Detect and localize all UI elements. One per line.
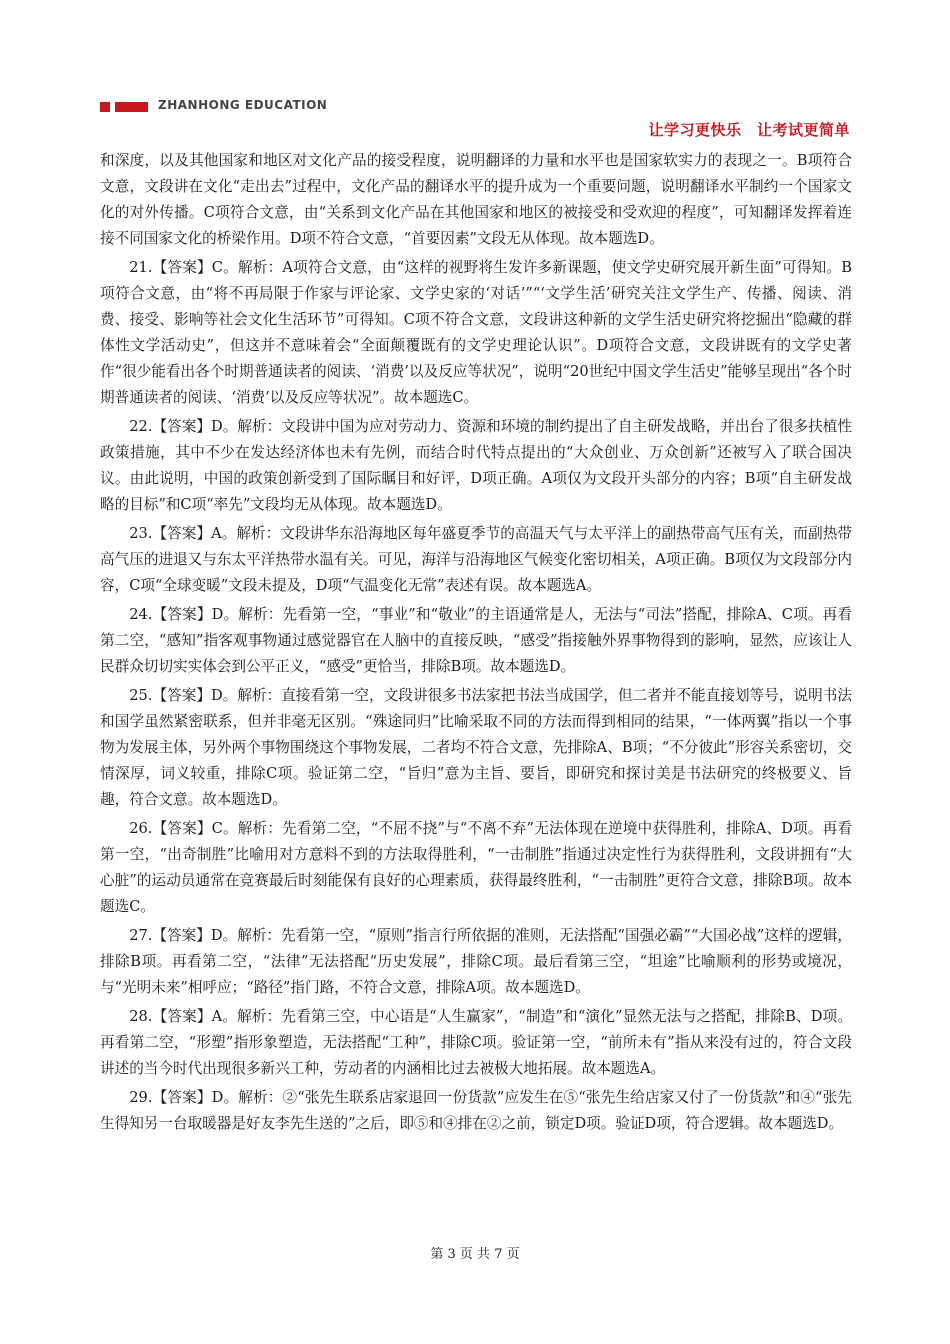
answer-28: 28.【答案】A。解析：先看第三空，中心语是“人生赢家”，“制造”和“演化”显然无法与之搭配，排除B、D项。再看第二空，“形塑”指形象塑造，无法搭配“工种”，排除C项。验证第一空，“前所未有”指从来没有过的，符合文段讲述的当今时代出现很多新兴工种，劳动者的内涵相比过去被极大地拓展。故本题选A。 bbox=[100, 1008, 852, 1077]
header-slogan: 让学习更快乐 让考试更简单 bbox=[648, 121, 850, 139]
answer-24: 24.【答案】D。解析：先看第一空，“事业”和“敬业”的主语通常是人，无法与“司法”搭配，排除A、C项。再看第二空，“感知”指客观事物通过感觉器官在人脑中的直接反映，“感受”指接触外界事物得到的影响，显然，应该让人民群众切切实实体会到公平正义，“感受”更恰当，排除B项。故本题选D。 bbox=[100, 606, 852, 675]
answer-21: 21.【答案】C。解析：A项符合文意，由“这样的视野将生发许多新课题，使文学史研究展开新生面”可得知。B项符合文意，由“将不再局限于作家与评论家、文学史家的‘对话’”“‘文学生活’研究关注文学生产、传播、阅读、消费、接受、影响等社会文化生活环节”可得知。C项不符合文意，文段讲这种新的文学生活史研究将挖掘出“隐藏的群体性文学活动史”，但这并不意味着会“全面颠覆既有的文学史理论认识”。D项符合文意，文段讲既有的文学史著作“很少能看出各个时期普通读者的阅读、‘消费’以及反应等状况”，说明“20世纪中国文学生活史”能够呈现出“各个时期普通读者的阅读、‘消费’以及反应等状况”。故本题选C。 bbox=[100, 259, 852, 406]
answer-explanations bbox=[100, 148, 852, 1140]
logo-text: ZHANHONG EDUCATION bbox=[158, 98, 328, 112]
logo-mark-slit bbox=[110, 102, 115, 112]
logo-mark bbox=[100, 102, 148, 112]
answer-25: 25.【答案】D。解析：直接看第一空，文段讲很多书法家把书法当成国学，但二者并不能直接划等号，说明书法和国学虽然紧密联系，但并非毫无区别。“殊途同归”比喻采取不同的方法而得到相同的结果，“一体两翼”指以一个事物为发展主体，另外两个事物围绕这个事物发展，二者均不符合文意，先排除A、B项；“不分彼此”形容关系密切，交情深厚，词义较重，排除C项。验证第二空，“旨归”意为主旨、要旨，即研究和探讨美是书法研究的终极要义、旨趣，符合文意。故本题选D。 bbox=[100, 687, 852, 808]
answer-27: 27.【答案】D。解析：先看第一空，“原则”指言行所依据的准则，无法搭配“国强必霸”“大国必战”这样的逻辑，排除B项。再看第二空，“法律”无法搭配“历史发展”，排除C项。最后看第三空，“坦途”比喻顺利的形势或境况，与“光明未来”相呼应；“路径”指门路，不符合文意，排除A项。故本题选D。 bbox=[100, 927, 852, 996]
answer-29: 29.【答案】D。解析：②“张先生联系店家退回一份货款”应发生在⑤“张先生给店家又付了一份货款”和④“张先生得知另一台取暖器是好友李先生送的”之后，即⑤和④排在②之前，锁定D项。验证D项，符合逻辑。故本题选D。 bbox=[100, 1089, 852, 1132]
paragraph-continuation: 和深度，以及其他国家和地区对文化产品的接受程度，说明翻译的力量和水平也是国家软实力的表现之一。B项符合文意，文段讲在文化“走出去”过程中，文化产品的翻译水平的提升成为一个重要问题，说明翻译水平制约一个国家文化的对外传播。C项符合文意，由“关系到文化产品在其他国家和地区的被接受和受欢迎的程度”，可知翻译发挥着连接不同国家文化的桥梁作用。D项不符合文意，“首要因素”文段无从体现。故本题选D。 bbox=[100, 152, 852, 247]
answer-23: 23.【答案】A。解析：文段讲华东沿海地区每年盛夏季节的高温天气与太平洋上的副热带高气压有关，而副热带高气压的进退又与东太平洋热带水温有关。可见，海洋与沿海地区气候变化密切相关，A项正确。B项仅为文段部分内容，C项“全球变暖”文段未提及，D项“气温变化无常”表述有误。故本题选A。 bbox=[100, 525, 852, 594]
page-number: 第 3 页 共 7 页 bbox=[430, 1247, 520, 1262]
page-header bbox=[0, 88, 950, 148]
answer-26: 26.【答案】C。解析：先看第二空，“不屈不挠”与“不离不弃”无法体现在逆境中获得胜利，排除A、D项。再看第一空，“出奇制胜”比喻用对方意料不到的方法取得胜利，“一击制胜”指通过决定性行为获得胜利，文段讲拥有“大心脏”的运动员通常在竞赛最后时刻能保有良好的心理素质，获得最终胜利，“一击制胜”更符合文意，排除B项。故本题选C。 bbox=[100, 820, 852, 915]
answer-22: 22.【答案】D。解析：文段讲中国为应对劳动力、资源和环境的制约提出了自主研发战略，并出台了很多扶植性政策措施，其中不少在发达经济体也未有先例，而结合时代特点提出的“大众创业、万众创新”还被写入了联合国决议。由此说明，中国的政策创新受到了国际瞩目和好评，D项正确。A项仅为文段开头部分的内容；B项“自主研发战略的目标”和C项“率先”文段均无从体现。故本题选D。 bbox=[100, 418, 852, 513]
